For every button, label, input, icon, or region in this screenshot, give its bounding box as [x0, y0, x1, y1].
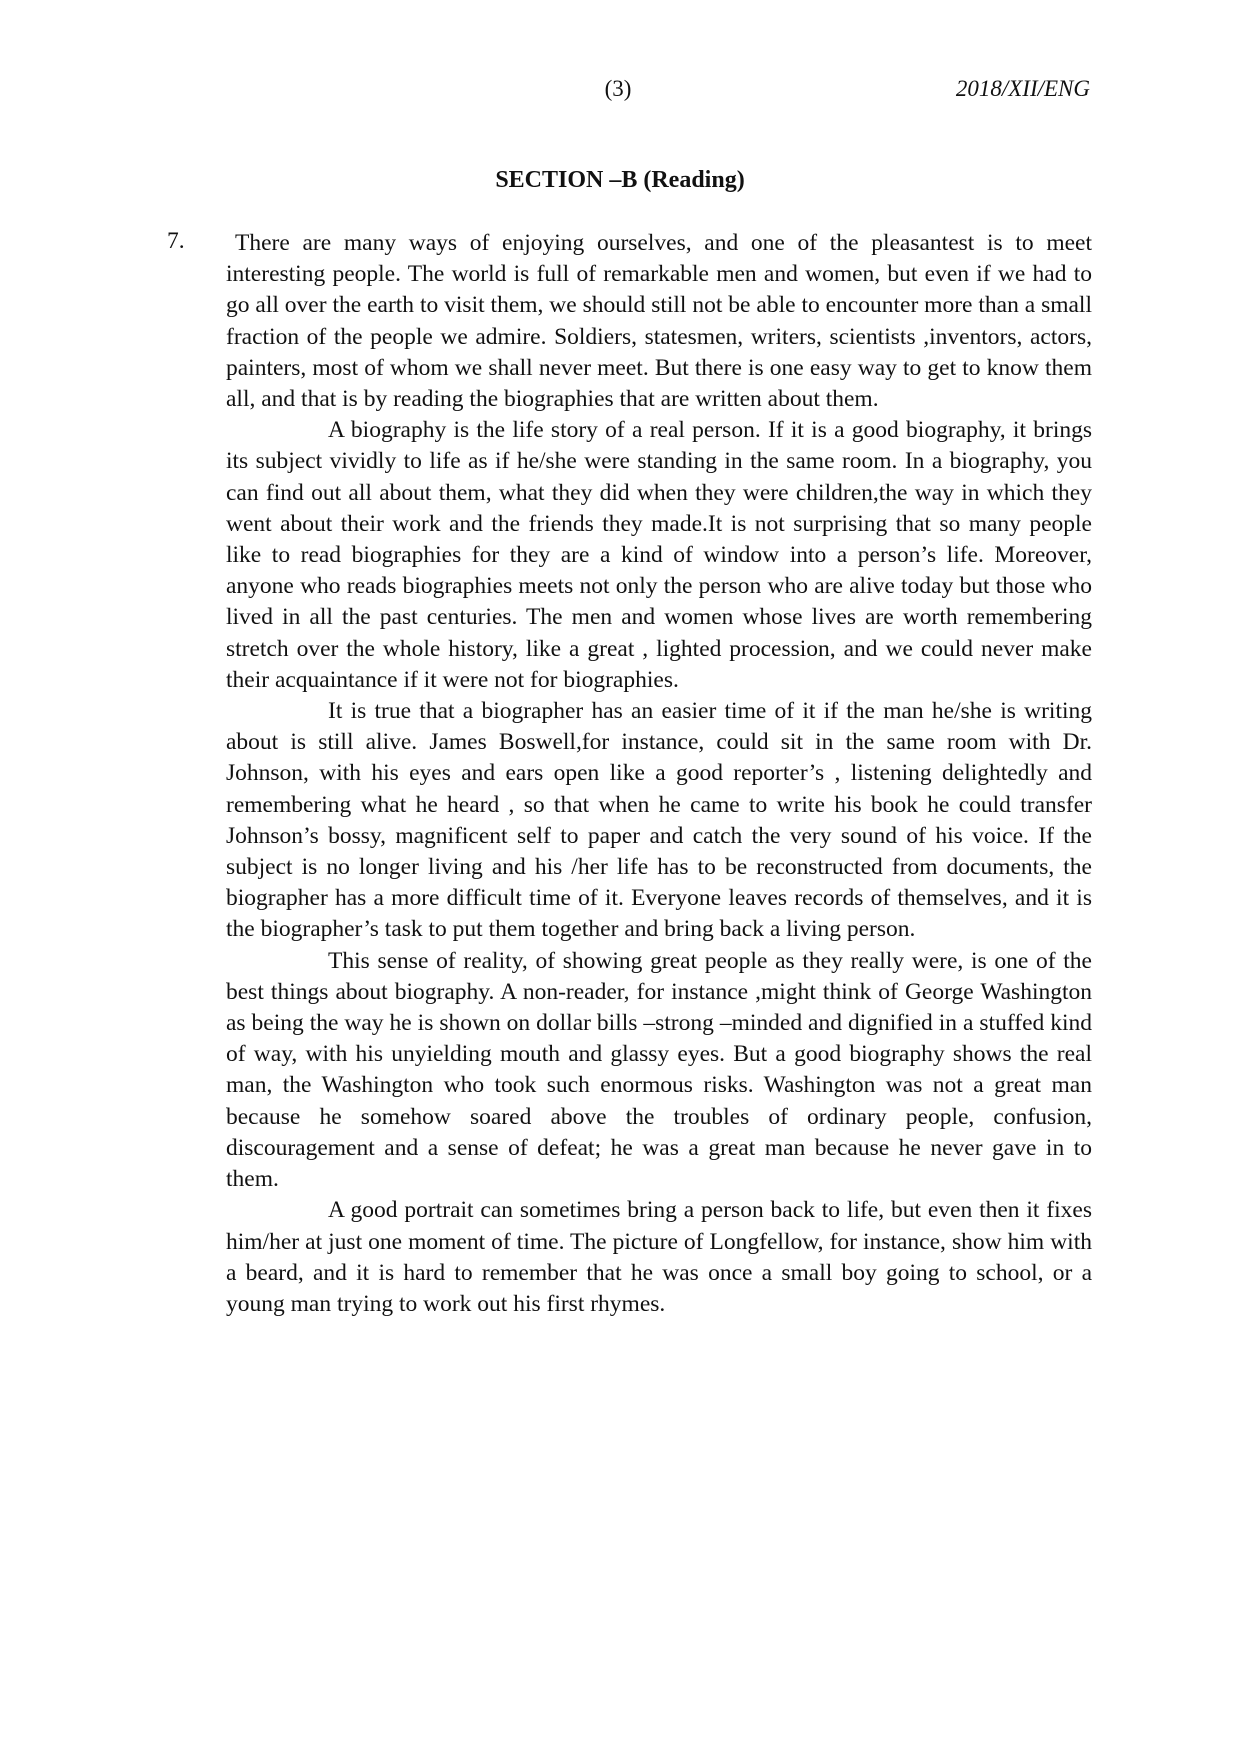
section-heading: SECTION –B (Reading) — [495, 167, 745, 193]
passage-paragraph-5: A good portrait can sometimes bring a person back to life, but even then it fixes him/her at just one moment of time. The picture of Longfellow, for instance, show him with a beard, and it is hard to remember that he was once a small boy going to school, or a young man trying to work out his first rhymes. — [226, 1197, 1092, 1317]
passage-paragraph-3: It is true that a biographer has an easier time of it if the man he/she is writing about is still alive. James Boswell,for instance, could sit in the same room with Dr. Johnson, with his eyes and ears open like a good reporter’s , listening delightedly and remembering what he heard , so that when he came to write his book he could transfer Johnson’s bossy, magnificent self to paper and catch the very sound of his voice. If the subject is no longer living and his /her life has to be reconstructed from documents, the biographer has a more difficult time of it. Everyone leaves records of themselves, and it is the biographer’s task to put them together and bring back a living person. — [226, 698, 1092, 943]
passage-paragraph-1: There are many ways of enjoying ourselves, and one of the pleasantest is to meet interesting people. The world is full of remarkable men and women, but even if we had to go all over the earth to visit them, we should still not be able to encounter more than a small fraction of the people we admire. Soldiers, statesmen, writers, scientists ,inventors, actors, painters, most of whom we shall never meet. But there is one easy way to get to know them all, and that is by reading the biographies that are written about them. — [226, 230, 1092, 413]
passage-paragraph-4: This sense of reality, of showing great people as they really were, is one of the best things about biography. A non-reader, for instance ,might think of George Washington as being the way he is shown on dollar bills –strong –minded and dignified in a stuffed kind of way, with his unyielding mouth and glassy eyes. But a good biography shows the real man, the Washington who took such enormous risks. Washington was not a great man because he somehow soared above the troubles of ordinary people, confusion, discouragement and a sense of defeat; he was a great man because he never gave in to them. — [226, 947, 1092, 1193]
paper-code: 2018/XII/ENG — [955, 76, 1090, 101]
reading-passage — [226, 228, 1092, 1320]
question-number: 7. — [167, 228, 185, 254]
passage-paragraph-2: A biography is the life story of a real person. If it is a good biography, it brings its subject vividly to life as if he/she were standing in the same room. In a biography, you can find out all about them, what they did when they were children,the way in which they went about their work and the friends they made.It is not surprising that so many people like to read biographies for they are a kind of window into a person’s life. Moreover, anyone who reads biographies meets not only the person who are alive today but those who lived in all the past centuries. The men and women whose lives are worth remembering stretch over the whole history, like a great , lighted procession, and we could never make their acquaintance if it were not for biographies. — [226, 417, 1092, 693]
page-number: (3) — [604, 76, 632, 101]
